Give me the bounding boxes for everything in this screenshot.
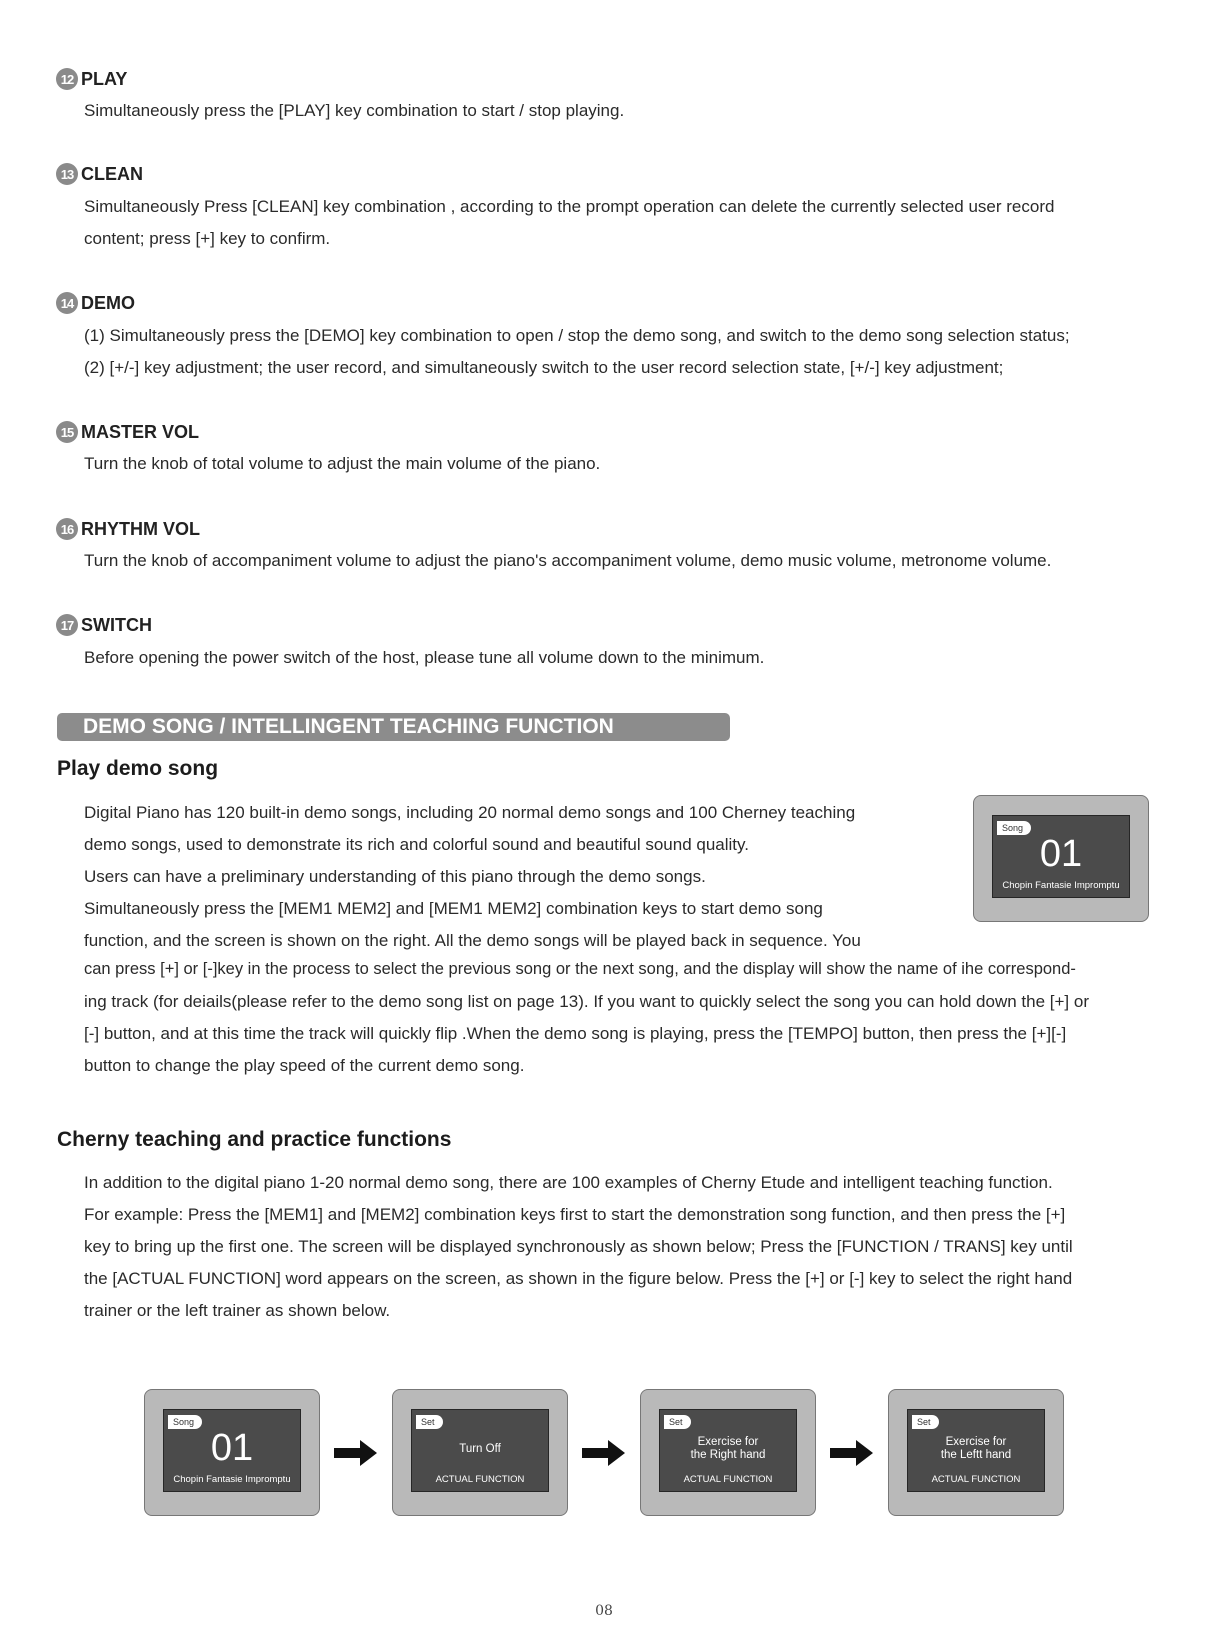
display-device-4	[888, 1389, 1064, 1516]
item-text: (1) Simultaneously press the [DEMO] key combination to open / stop the demo song, and switch to the demo song selection status;	[84, 326, 1070, 345]
paragraph-line: Digital Piano has 120 built-in demo songs, including 20 normal demo songs and 100 Cherney teaching	[84, 803, 856, 822]
number-badge: 13	[56, 163, 78, 185]
paragraph-line: the [ACTUAL FUNCTION] word appears on the screen, as shown in the figure below. Press the [+] or [-] key to select the right hand	[84, 1269, 1073, 1288]
screen-tag: Set	[912, 1415, 939, 1429]
song-number: 01	[1039, 833, 1083, 875]
display-screen	[411, 1409, 549, 1492]
page-number: 08	[595, 1603, 613, 1619]
item-title: PLAY	[81, 68, 128, 89]
section-banner: DEMO SONG / INTELLINGENT TEACHING FUNCTION	[57, 713, 730, 741]
number-badge: 14	[56, 292, 78, 314]
arrow-right-icon	[334, 1439, 378, 1467]
display-screen	[907, 1409, 1045, 1492]
paragraph-line: function, and the screen is shown on the right. All the demo songs will be played back in sequence. You	[84, 931, 861, 950]
paragraph-line: trainer or the left trainer as shown below.	[84, 1301, 391, 1320]
display-device-2	[392, 1389, 568, 1516]
cherny-heading: Cherny teaching and practice functions	[57, 1128, 452, 1151]
display-screen	[992, 815, 1130, 898]
item-clean-header	[56, 163, 143, 185]
screen-tag: Song	[168, 1415, 202, 1429]
item-text: Simultaneously press the [PLAY] key combination to start / stop playing.	[84, 101, 625, 120]
screen-main-text	[660, 1436, 796, 1462]
item-master-vol-header	[56, 421, 199, 443]
paragraph-line: For example: Press the [MEM1] and [MEM2] combination keys first to start the demonstration song function, and then press the [+]	[84, 1205, 1066, 1224]
item-switch-header	[56, 614, 152, 636]
screen-main-text	[908, 1436, 1044, 1462]
item-title: RHYTHM VOL	[81, 518, 200, 539]
song-number: 01	[210, 1427, 254, 1469]
item-text: Turn the knob of total volume to adjust the main volume of the piano.	[84, 454, 601, 473]
screen-main-line: the Right hand	[690, 1449, 766, 1461]
screen-tag: Set	[416, 1415, 443, 1429]
item-title: DEMO	[81, 292, 135, 313]
number-badge: 16	[56, 518, 78, 540]
screen-caption: ACTUAL FUNCTION	[931, 1474, 1021, 1485]
item-text: Turn the knob of accompaniment volume to adjust the piano's accompaniment volume, demo music volume, metronome volume.	[84, 551, 1052, 570]
item-text: Simultaneously Press [CLEAN] key combination , according to the prompt operation can delete the currently selected user record	[84, 197, 1055, 216]
screen-main-line: Exercise for	[697, 1436, 759, 1448]
item-rhythm-vol-header	[56, 518, 200, 540]
item-title: CLEAN	[81, 163, 143, 184]
demo-display-device	[973, 795, 1149, 922]
item-demo-header	[56, 292, 135, 314]
item-play-header	[56, 68, 127, 90]
screen-caption: ACTUAL FUNCTION	[683, 1474, 773, 1485]
paragraph-line: key to bring up the first one. The screen will be displayed synchronously as shown below; Press the [FUNCTION / TRANS] key until	[84, 1237, 1073, 1256]
song-name: Chopin Fantasie Impromptu	[173, 1474, 291, 1485]
paragraph-line: Simultaneously press the [MEM1 MEM2] and [MEM1 MEM2] combination keys to start demo song	[84, 899, 823, 918]
display-device-1	[144, 1389, 320, 1516]
paragraph-line: In addition to the digital piano 1-20 normal demo song, there are 100 examples of Cherny Etude and intelligent teaching function.	[84, 1173, 1053, 1192]
paragraph-line: can press [+] or [-]key in the process to select the previous song or the next song, and the display will show the name of ihe correspond-	[84, 960, 1076, 978]
paragraph-line: [-] button, and at this time the track will quickly flip .When the demo song is playing, press the [TEMPO] button, then press the [+][-]	[84, 1024, 1067, 1043]
number-badge: 15	[56, 421, 78, 443]
arrow-right-icon	[830, 1439, 874, 1467]
screen-tag: Song	[997, 821, 1031, 835]
item-text: content; press [+] key to confirm.	[84, 229, 331, 248]
song-name: Chopin Fantasie Impromptu	[1002, 880, 1120, 891]
item-title: MASTER VOL	[81, 421, 200, 442]
display-device-3	[640, 1389, 816, 1516]
screen-main-text: Turn Off	[459, 1443, 501, 1455]
screen-caption: ACTUAL FUNCTION	[435, 1474, 525, 1485]
screen-main-line: Exercise for	[945, 1436, 1007, 1448]
screen-main-line: the Leftt hand	[940, 1449, 1012, 1461]
screen-tag: Set	[664, 1415, 691, 1429]
number-badge: 17	[56, 614, 78, 636]
display-screen	[659, 1409, 797, 1492]
item-text: Before opening the power switch of the host, please tune all volume down to the minimum.	[84, 648, 765, 667]
paragraph-line: button to change the play speed of the current demo song.	[84, 1056, 525, 1075]
item-title: SWITCH	[81, 614, 152, 635]
item-text: (2) [+/-] key adjustment; the user record, and simultaneously switch to the user record selection state, [+/-] key adjustment;	[84, 358, 1004, 377]
paragraph-line: ing track (for deiails(please refer to the demo song list on page 13). If you want to quickly select the song you can hold down the [+] or	[84, 992, 1089, 1011]
play-demo-heading: Play demo song	[57, 757, 219, 780]
paragraph-line: demo songs, used to demonstrate its rich and colorful sound and beautiful sound quality.	[84, 835, 749, 854]
arrow-right-icon	[582, 1439, 626, 1467]
display-screen	[163, 1409, 301, 1492]
paragraph-line: Users can have a preliminary understanding of this piano through the demo songs.	[84, 867, 706, 886]
number-badge: 12	[56, 68, 78, 90]
